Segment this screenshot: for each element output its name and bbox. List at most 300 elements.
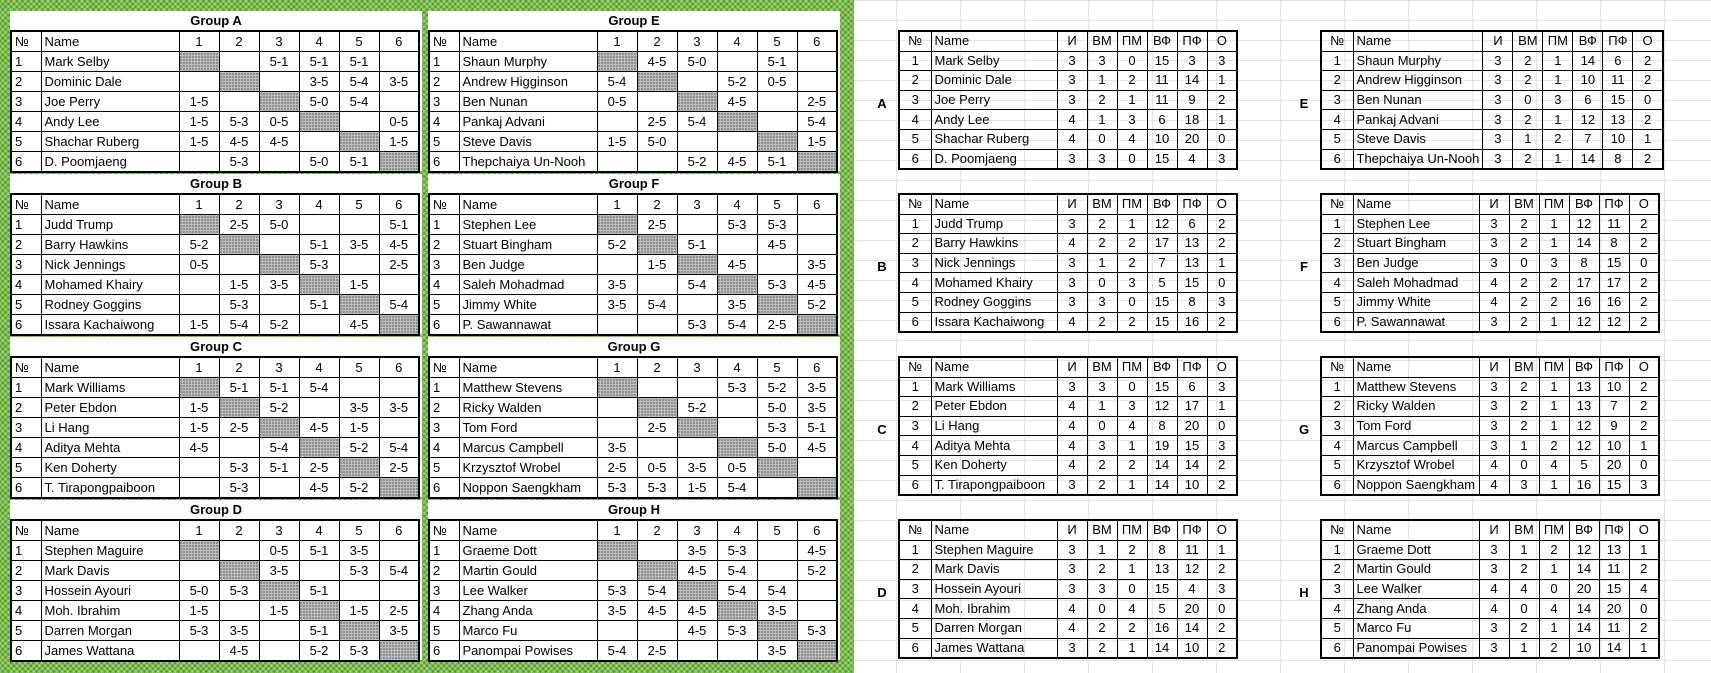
score-cell[interactable]: 5-3 — [219, 112, 259, 132]
stat-cell[interactable]: 8 — [1147, 416, 1177, 436]
stat-cell[interactable]: 3 — [1483, 71, 1513, 91]
stat-cell[interactable]: 11 — [1599, 560, 1629, 580]
stat-cell[interactable]: 2 — [1539, 436, 1569, 456]
stat-cell[interactable]: 3 — [1479, 540, 1509, 560]
score-cell[interactable] — [339, 112, 379, 132]
score-cell[interactable]: 5-4 — [757, 581, 797, 601]
score-cell[interactable]: 5-3 — [219, 295, 259, 315]
score-cell[interactable]: 4-5 — [717, 152, 757, 173]
stat-cell[interactable]: 15 — [1147, 292, 1177, 312]
stat-cell[interactable]: 3 — [1539, 253, 1569, 273]
score-cell[interactable]: 5-4 — [379, 561, 419, 581]
score-cell[interactable]: 5-1 — [299, 541, 339, 561]
score-cell[interactable]: 5-4 — [637, 581, 677, 601]
stat-cell[interactable]: 2 — [1509, 397, 1539, 417]
stat-cell[interactable]: 3 — [1479, 253, 1509, 273]
stat-cell[interactable]: 2 — [1207, 90, 1237, 110]
score-cell[interactable] — [179, 72, 219, 92]
score-cell[interactable]: 5-1 — [339, 52, 379, 72]
score-cell[interactable] — [219, 438, 259, 458]
stat-cell[interactable]: 2 — [1539, 540, 1569, 560]
stat-cell[interactable]: 0 — [1629, 599, 1659, 619]
score-cell[interactable]: 5-4 — [379, 295, 419, 315]
stat-cell[interactable]: 4 — [1539, 599, 1569, 619]
stat-cell[interactable]: 14 — [1177, 71, 1207, 91]
stat-cell[interactable]: 4 — [1479, 273, 1509, 293]
score-cell[interactable]: 5-1 — [677, 235, 717, 255]
score-cell[interactable]: 5-3 — [797, 621, 837, 641]
score-cell[interactable]: 5-1 — [757, 152, 797, 173]
stat-cell[interactable]: 15 — [1177, 436, 1207, 456]
stat-cell[interactable]: 1 — [1117, 90, 1147, 110]
score-cell[interactable]: 4-5 — [637, 52, 677, 72]
score-cell[interactable]: 1-5 — [179, 132, 219, 152]
stat-cell[interactable]: 2 — [1539, 292, 1569, 312]
stat-cell[interactable]: 17 — [1569, 273, 1599, 293]
score-cell[interactable] — [339, 581, 379, 601]
stat-cell[interactable]: 3 — [1177, 51, 1207, 71]
stat-cell[interactable]: 14 — [1569, 234, 1599, 254]
score-cell[interactable]: 5-2 — [677, 398, 717, 418]
stat-cell[interactable]: 11 — [1147, 71, 1177, 91]
self-match-cell[interactable] — [379, 315, 419, 336]
score-cell[interactable]: 5-1 — [757, 52, 797, 72]
score-cell[interactable] — [797, 72, 837, 92]
stat-cell[interactable]: 4 — [1057, 110, 1087, 130]
stat-cell[interactable]: 20 — [1599, 599, 1629, 619]
score-cell[interactable]: 2-5 — [637, 112, 677, 132]
stat-cell[interactable]: 1 — [1543, 110, 1573, 130]
score-cell[interactable]: 5-3 — [597, 581, 637, 601]
self-match-cell[interactable] — [219, 561, 259, 581]
score-cell[interactable] — [219, 601, 259, 621]
self-match-cell[interactable] — [717, 438, 757, 458]
self-match-cell[interactable] — [797, 152, 837, 173]
self-match-cell[interactable] — [219, 398, 259, 418]
score-cell[interactable]: 2-5 — [219, 215, 259, 235]
score-cell[interactable] — [259, 235, 299, 255]
stat-cell[interactable]: 2 — [1539, 273, 1569, 293]
stat-cell[interactable]: 2 — [1509, 560, 1539, 580]
stat-cell[interactable]: 10 — [1599, 436, 1629, 456]
score-cell[interactable]: 4-5 — [717, 92, 757, 112]
score-cell[interactable]: 5-4 — [677, 112, 717, 132]
score-cell[interactable]: 0-5 — [379, 112, 419, 132]
stat-cell[interactable]: 3 — [1629, 475, 1659, 495]
stat-cell[interactable]: 2 — [1513, 149, 1543, 169]
stat-cell[interactable]: 2 — [1629, 560, 1659, 580]
score-cell[interactable]: 3-5 — [757, 641, 797, 662]
stat-cell[interactable]: 1 — [1629, 540, 1659, 560]
score-cell[interactable]: 5-4 — [677, 275, 717, 295]
self-match-cell[interactable] — [339, 295, 379, 315]
stat-cell[interactable]: 16 — [1599, 292, 1629, 312]
stat-cell[interactable]: 19 — [1147, 436, 1177, 456]
stat-cell[interactable]: 15 — [1147, 579, 1177, 599]
score-cell[interactable] — [299, 215, 339, 235]
score-cell[interactable]: 5-3 — [677, 315, 717, 336]
stat-cell[interactable]: 10 — [1599, 377, 1629, 397]
self-match-cell[interactable] — [299, 438, 339, 458]
stat-cell[interactable]: 12 — [1599, 312, 1629, 332]
stat-cell[interactable]: 3 — [1057, 377, 1087, 397]
stat-cell[interactable]: 14 — [1573, 149, 1603, 169]
stat-cell[interactable]: 4 — [1117, 129, 1147, 149]
stat-cell[interactable]: 2 — [1087, 214, 1117, 234]
stat-cell[interactable]: 0 — [1117, 579, 1147, 599]
score-cell[interactable]: 5-1 — [299, 581, 339, 601]
score-cell[interactable] — [179, 152, 219, 173]
stat-cell[interactable]: 7 — [1147, 253, 1177, 273]
score-cell[interactable]: 5-2 — [797, 561, 837, 581]
score-cell[interactable]: 5-1 — [339, 152, 379, 173]
score-cell[interactable]: 2-5 — [299, 458, 339, 478]
stat-cell[interactable]: 2 — [1629, 618, 1659, 638]
score-cell[interactable]: 3-5 — [757, 601, 797, 621]
stat-cell[interactable]: 3 — [1543, 90, 1573, 110]
stat-cell[interactable]: 2 — [1629, 416, 1659, 436]
stat-cell[interactable]: 1 — [1629, 638, 1659, 658]
stat-cell[interactable]: 20 — [1599, 455, 1629, 475]
stat-cell[interactable]: 15 — [1599, 253, 1629, 273]
score-cell[interactable] — [757, 92, 797, 112]
stat-cell[interactable]: 13 — [1569, 377, 1599, 397]
stat-cell[interactable]: 4 — [1057, 455, 1087, 475]
score-cell[interactable]: 1-5 — [379, 132, 419, 152]
stat-cell[interactable]: 0 — [1207, 273, 1237, 293]
stat-cell[interactable]: 1 — [1539, 416, 1569, 436]
score-cell[interactable] — [179, 458, 219, 478]
self-match-cell[interactable] — [757, 621, 797, 641]
stat-cell[interactable]: 20 — [1177, 416, 1207, 436]
stat-cell[interactable]: 1 — [1087, 397, 1117, 417]
stat-cell[interactable]: 1 — [1539, 475, 1569, 495]
stat-cell[interactable]: 3 — [1479, 234, 1509, 254]
stat-cell[interactable]: 3 — [1087, 377, 1117, 397]
stat-cell[interactable]: 2 — [1633, 110, 1663, 130]
score-cell[interactable]: 0-5 — [259, 112, 299, 132]
stat-cell[interactable]: 1 — [1543, 51, 1573, 71]
score-cell[interactable] — [797, 601, 837, 621]
score-cell[interactable] — [379, 52, 419, 72]
stat-cell[interactable]: 2 — [1207, 234, 1237, 254]
stat-cell[interactable]: 4 — [1117, 416, 1147, 436]
score-cell[interactable]: 5-0 — [179, 581, 219, 601]
stat-cell[interactable]: 3 — [1207, 377, 1237, 397]
score-cell[interactable]: 5-4 — [597, 641, 637, 662]
score-cell[interactable]: 3-5 — [597, 601, 637, 621]
stat-cell[interactable]: 16 — [1569, 475, 1599, 495]
stat-cell[interactable]: 3 — [1207, 292, 1237, 312]
self-match-cell[interactable] — [259, 255, 299, 275]
score-cell[interactable] — [637, 275, 677, 295]
score-cell[interactable]: 3-5 — [677, 541, 717, 561]
stat-cell[interactable]: 1 — [1117, 214, 1147, 234]
score-cell[interactable]: 4-5 — [299, 478, 339, 499]
stat-cell[interactable]: 0 — [1629, 455, 1659, 475]
score-cell[interactable] — [677, 132, 717, 152]
score-cell[interactable] — [299, 561, 339, 581]
stat-cell[interactable]: 2 — [1087, 455, 1117, 475]
self-match-cell[interactable] — [179, 52, 219, 72]
score-cell[interactable]: 5-4 — [339, 92, 379, 112]
stat-cell[interactable]: 2 — [1117, 540, 1147, 560]
stat-cell[interactable]: 14 — [1573, 51, 1603, 71]
score-cell[interactable]: 3-5 — [677, 458, 717, 478]
stat-cell[interactable]: 3 — [1207, 149, 1237, 169]
score-cell[interactable] — [379, 378, 419, 398]
score-cell[interactable] — [637, 438, 677, 458]
score-cell[interactable]: 5-0 — [757, 398, 797, 418]
stat-cell[interactable]: 11 — [1147, 90, 1177, 110]
score-cell[interactable]: 5-0 — [637, 132, 677, 152]
stat-cell[interactable]: 14 — [1569, 560, 1599, 580]
score-cell[interactable]: 0-5 — [259, 541, 299, 561]
stat-cell[interactable]: 1 — [1117, 475, 1147, 495]
stat-cell[interactable]: 2 — [1207, 618, 1237, 638]
score-cell[interactable] — [379, 541, 419, 561]
stat-cell[interactable]: 17 — [1599, 273, 1629, 293]
score-cell[interactable] — [637, 378, 677, 398]
stat-cell[interactable]: 2 — [1513, 110, 1543, 130]
self-match-cell[interactable] — [339, 132, 379, 152]
stat-cell[interactable]: 2 — [1087, 638, 1117, 658]
stat-cell[interactable]: 2 — [1509, 312, 1539, 332]
stat-cell[interactable]: 4 — [1057, 312, 1087, 332]
stat-cell[interactable]: 7 — [1599, 397, 1629, 417]
stat-cell[interactable]: 2 — [1633, 149, 1663, 169]
self-match-cell[interactable] — [797, 478, 837, 499]
stat-cell[interactable]: 15 — [1599, 579, 1629, 599]
stat-cell[interactable]: 4 — [1479, 475, 1509, 495]
self-match-cell[interactable] — [179, 215, 219, 235]
stat-cell[interactable]: 3 — [1479, 436, 1509, 456]
stat-cell[interactable]: 2 — [1117, 455, 1147, 475]
score-cell[interactable] — [379, 418, 419, 438]
stat-cell[interactable]: 20 — [1569, 579, 1599, 599]
stat-cell[interactable]: 4 — [1479, 579, 1509, 599]
score-cell[interactable] — [179, 295, 219, 315]
stat-cell[interactable]: 4 — [1177, 579, 1207, 599]
stat-cell[interactable]: 8 — [1603, 149, 1633, 169]
stat-cell[interactable]: 2 — [1509, 214, 1539, 234]
stat-cell[interactable]: 1 — [1117, 560, 1147, 580]
score-cell[interactable] — [597, 315, 637, 336]
stat-cell[interactable]: 17 — [1177, 397, 1207, 417]
stat-cell[interactable]: 13 — [1603, 110, 1633, 130]
stat-cell[interactable]: 2 — [1087, 234, 1117, 254]
score-cell[interactable] — [259, 478, 299, 499]
self-match-cell[interactable] — [757, 132, 797, 152]
score-cell[interactable]: 3-5 — [797, 255, 837, 275]
stat-cell[interactable]: 1 — [1539, 214, 1569, 234]
score-cell[interactable]: 2-5 — [597, 458, 637, 478]
stat-cell[interactable]: 2 — [1509, 416, 1539, 436]
stat-cell[interactable]: 3 — [1117, 273, 1147, 293]
stat-cell[interactable]: 3 — [1479, 312, 1509, 332]
stat-cell[interactable]: 10 — [1573, 71, 1603, 91]
score-cell[interactable] — [597, 561, 637, 581]
self-match-cell[interactable] — [339, 458, 379, 478]
self-match-cell[interactable] — [677, 92, 717, 112]
score-cell[interactable]: 2-5 — [219, 418, 259, 438]
score-cell[interactable] — [797, 581, 837, 601]
stat-cell[interactable]: 1 — [1539, 618, 1569, 638]
score-cell[interactable]: 5-4 — [379, 438, 419, 458]
self-match-cell[interactable] — [677, 255, 717, 275]
self-match-cell[interactable] — [637, 72, 677, 92]
self-match-cell[interactable] — [757, 295, 797, 315]
stat-cell[interactable]: 3 — [1207, 436, 1237, 456]
score-cell[interactable] — [677, 641, 717, 662]
score-cell[interactable]: 4-5 — [339, 315, 379, 336]
self-match-cell[interactable] — [179, 541, 219, 561]
score-cell[interactable] — [339, 378, 379, 398]
stat-cell[interactable]: 1 — [1207, 110, 1237, 130]
stat-cell[interactable]: 12 — [1147, 214, 1177, 234]
score-cell[interactable]: 3-5 — [339, 235, 379, 255]
score-cell[interactable]: 1-5 — [179, 315, 219, 336]
score-cell[interactable]: 5-4 — [717, 478, 757, 499]
score-cell[interactable]: 5-1 — [299, 52, 339, 72]
score-cell[interactable]: 5-3 — [717, 541, 757, 561]
stat-cell[interactable]: 0 — [1117, 51, 1147, 71]
score-cell[interactable]: 5-4 — [717, 581, 757, 601]
self-match-cell[interactable] — [259, 581, 299, 601]
score-cell[interactable]: 5-1 — [299, 295, 339, 315]
score-cell[interactable] — [179, 641, 219, 662]
stat-cell[interactable]: 1 — [1539, 397, 1569, 417]
stat-cell[interactable]: 3 — [1483, 110, 1513, 130]
stat-cell[interactable]: 3 — [1057, 149, 1087, 169]
stat-cell[interactable]: 10 — [1147, 129, 1177, 149]
score-cell[interactable] — [677, 378, 717, 398]
score-cell[interactable]: 1-5 — [179, 112, 219, 132]
stat-cell[interactable]: 3 — [1117, 110, 1147, 130]
stat-cell[interactable]: 12 — [1569, 312, 1599, 332]
stat-cell[interactable]: 2 — [1509, 234, 1539, 254]
score-cell[interactable]: 0-5 — [597, 92, 637, 112]
score-cell[interactable] — [637, 541, 677, 561]
score-cell[interactable]: 4-5 — [259, 132, 299, 152]
score-cell[interactable]: 1-5 — [339, 601, 379, 621]
score-cell[interactable]: 5-4 — [219, 315, 259, 336]
score-cell[interactable]: 2-5 — [757, 315, 797, 336]
stat-cell[interactable]: 2 — [1207, 475, 1237, 495]
stat-cell[interactable]: 3 — [1483, 90, 1513, 110]
stat-cell[interactable]: 0 — [1509, 455, 1539, 475]
score-cell[interactable]: 0-5 — [717, 458, 757, 478]
score-cell[interactable]: 4-5 — [219, 132, 259, 152]
stat-cell[interactable]: 10 — [1177, 638, 1207, 658]
stat-cell[interactable]: 4 — [1479, 292, 1509, 312]
score-cell[interactable]: 5-1 — [259, 378, 299, 398]
score-cell[interactable]: 1-5 — [677, 478, 717, 499]
score-cell[interactable] — [757, 541, 797, 561]
stat-cell[interactable]: 7 — [1573, 129, 1603, 149]
score-cell[interactable]: 3-5 — [379, 398, 419, 418]
stat-cell[interactable]: 2 — [1543, 129, 1573, 149]
stat-cell[interactable]: 3 — [1483, 149, 1513, 169]
score-cell[interactable]: 5-2 — [339, 478, 379, 499]
self-match-cell[interactable] — [299, 601, 339, 621]
stat-cell[interactable]: 1 — [1087, 110, 1117, 130]
stat-cell[interactable]: 9 — [1599, 416, 1629, 436]
self-match-cell[interactable] — [677, 418, 717, 438]
score-cell[interactable]: 5-4 — [637, 295, 677, 315]
score-cell[interactable]: 5-0 — [299, 92, 339, 112]
score-cell[interactable]: 0-5 — [637, 458, 677, 478]
score-cell[interactable] — [637, 92, 677, 112]
score-cell[interactable]: 2-5 — [379, 601, 419, 621]
stat-cell[interactable]: 1 — [1207, 71, 1237, 91]
stat-cell[interactable]: 14 — [1599, 638, 1629, 658]
stat-cell[interactable]: 2 — [1629, 234, 1659, 254]
self-match-cell[interactable] — [259, 92, 299, 112]
stat-cell[interactable]: 3 — [1479, 618, 1509, 638]
stat-cell[interactable]: 3 — [1057, 273, 1087, 293]
score-cell[interactable] — [179, 561, 219, 581]
stat-cell[interactable]: 1 — [1539, 312, 1569, 332]
score-cell[interactable]: 5-1 — [259, 458, 299, 478]
score-cell[interactable]: 1-5 — [597, 132, 637, 152]
score-cell[interactable]: 3-5 — [259, 275, 299, 295]
stat-cell[interactable]: 14 — [1147, 638, 1177, 658]
self-match-cell[interactable] — [797, 641, 837, 662]
stat-cell[interactable]: 12 — [1177, 560, 1207, 580]
score-cell[interactable]: 5-3 — [637, 478, 677, 499]
score-cell[interactable]: 5-2 — [259, 315, 299, 336]
score-cell[interactable] — [597, 152, 637, 173]
score-cell[interactable] — [717, 235, 757, 255]
stat-cell[interactable]: 2 — [1509, 377, 1539, 397]
stat-cell[interactable]: 2 — [1087, 475, 1117, 495]
stat-cell[interactable]: 16 — [1177, 312, 1207, 332]
stat-cell[interactable]: 15 — [1603, 90, 1633, 110]
stat-cell[interactable]: 3 — [1087, 436, 1117, 456]
stat-cell[interactable]: 15 — [1147, 149, 1177, 169]
score-cell[interactable]: 4-5 — [717, 255, 757, 275]
score-cell[interactable]: 1-5 — [219, 275, 259, 295]
stat-cell[interactable]: 14 — [1177, 618, 1207, 638]
stat-cell[interactable]: 2 — [1087, 90, 1117, 110]
score-cell[interactable] — [299, 132, 339, 152]
stat-cell[interactable]: 18 — [1177, 110, 1207, 130]
stat-cell[interactable]: 2 — [1513, 51, 1543, 71]
stat-cell[interactable]: 3 — [1087, 149, 1117, 169]
score-cell[interactable]: 5-3 — [597, 478, 637, 499]
score-cell[interactable] — [259, 621, 299, 641]
stat-cell[interactable]: 1 — [1539, 234, 1569, 254]
stat-cell[interactable]: 10 — [1569, 638, 1599, 658]
score-cell[interactable] — [299, 315, 339, 336]
self-match-cell[interactable] — [219, 235, 259, 255]
stat-cell[interactable]: 2 — [1539, 638, 1569, 658]
stat-cell[interactable]: 4 — [1177, 149, 1207, 169]
stat-cell[interactable]: 2 — [1207, 312, 1237, 332]
score-cell[interactable] — [677, 295, 717, 315]
score-cell[interactable]: 5-3 — [219, 458, 259, 478]
score-cell[interactable] — [179, 478, 219, 499]
score-cell[interactable] — [757, 478, 797, 499]
score-cell[interactable] — [757, 255, 797, 275]
stat-cell[interactable]: 1 — [1117, 436, 1147, 456]
stat-cell[interactable]: 13 — [1177, 253, 1207, 273]
score-cell[interactable] — [717, 418, 757, 438]
stat-cell[interactable]: 12 — [1569, 214, 1599, 234]
self-match-cell[interactable] — [597, 215, 637, 235]
stat-cell[interactable]: 13 — [1569, 397, 1599, 417]
